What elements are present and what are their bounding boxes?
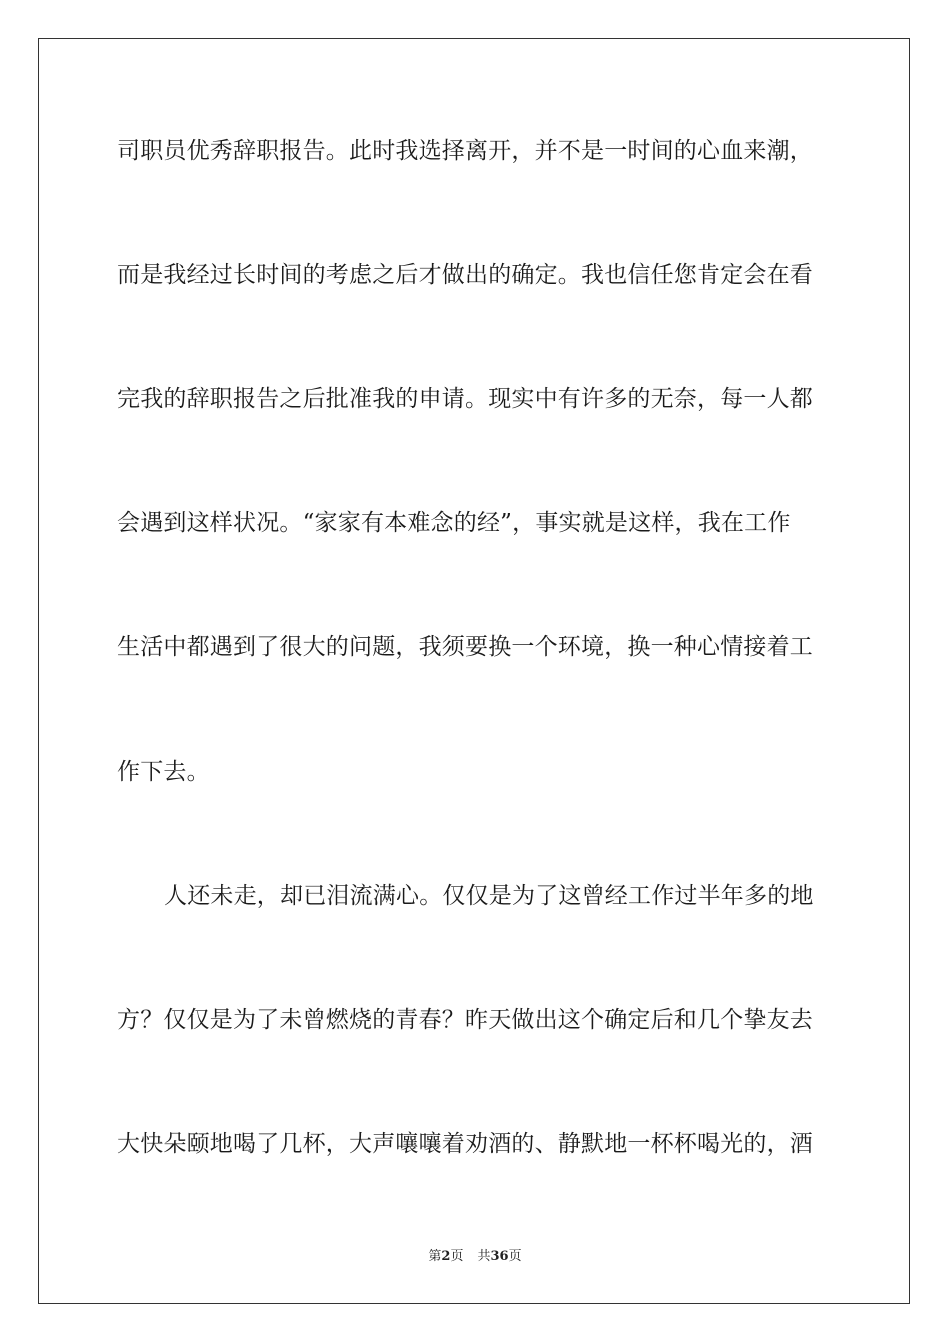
page-border bbox=[38, 38, 910, 1304]
paragraph-line: 作下去。 bbox=[117, 759, 210, 785]
paragraph-line: 生活中都遇到了很大的问题，我须要换一个环境，换一种心情接着工 bbox=[117, 634, 813, 660]
total-prefix: 共 bbox=[477, 1249, 491, 1264]
total-pages: 36 bbox=[490, 1249, 509, 1264]
page-footer bbox=[0, 1248, 950, 1266]
paragraph-line: 完我的辞职报告之后批准我的申请。现实中有许多的无奈，每一人都 bbox=[117, 386, 813, 412]
paragraph-line: 方？仅仅是为了未曾燃烧的青春？昨天做出这个确定后和几个挚友去 bbox=[117, 1007, 813, 1033]
paragraph-line: 大快朵颐地喝了几杯，大声嚷嚷着劝酒的、静默地一杯杯喝光的，酒 bbox=[117, 1131, 813, 1157]
total-suffix: 页 bbox=[508, 1249, 522, 1264]
paragraph-line: 司职员优秀辞职报告。此时我选择离开，并不是一时间的心血来潮， bbox=[117, 138, 813, 164]
paragraph-line: 而是我经过长时间的考虑之后才做出的确定。我也信任您肯定会在看 bbox=[117, 262, 813, 288]
paragraph-line: 人还未走，却已泪流满心。仅仅是为了这曾经工作过半年多的地 bbox=[164, 883, 814, 909]
page-number: 2 bbox=[441, 1249, 451, 1264]
paragraph-line: 会遇到这样状况。“家家有本难念的经”，事实就是这样，我在工作 bbox=[117, 510, 791, 536]
page-prefix: 第 bbox=[428, 1249, 442, 1264]
page-suffix: 页 bbox=[450, 1249, 464, 1264]
